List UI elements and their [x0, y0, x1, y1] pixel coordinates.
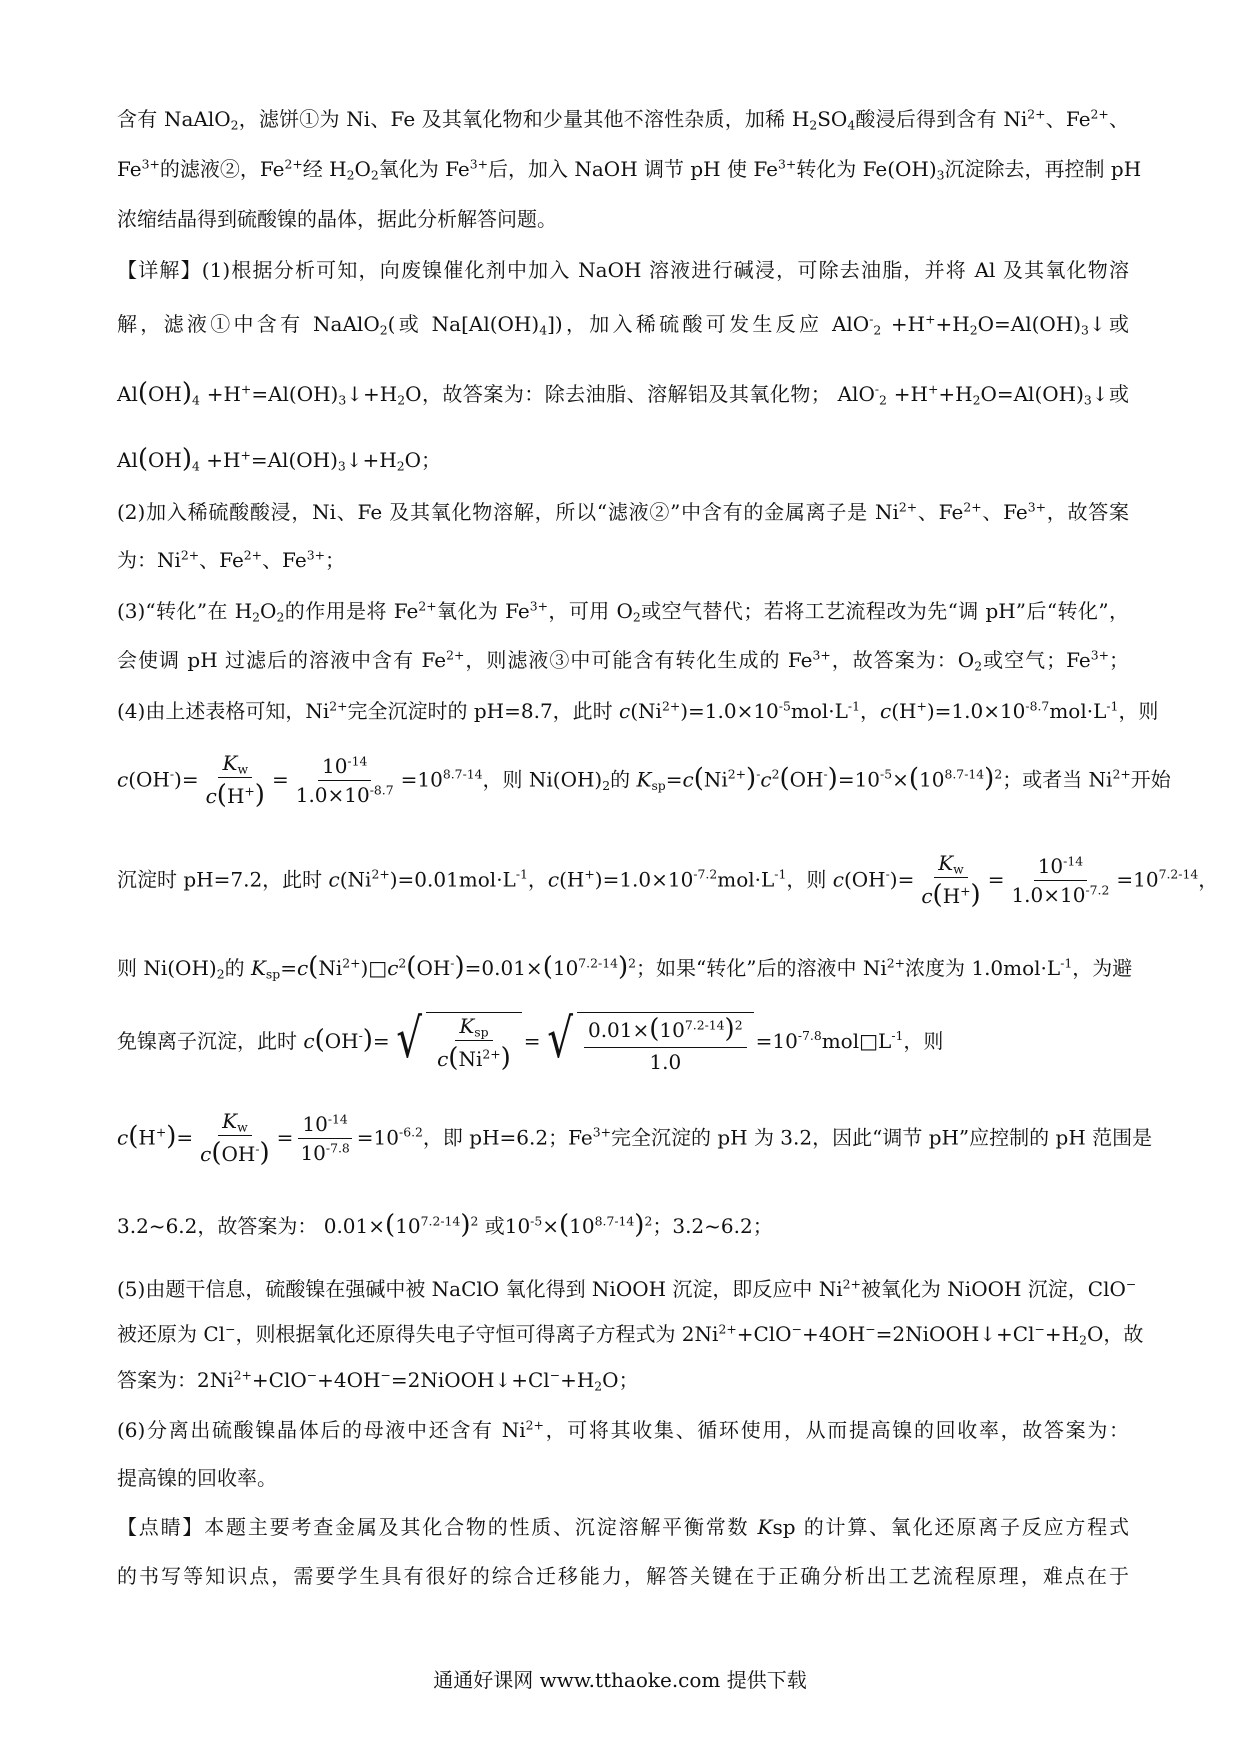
fraction: $\frac{10^{-14}}{10^{-7.8}}$: [296, 1113, 353, 1164]
equation-line: c(H+)= $\frac{K_w}{c(OH^-)}$ = $\frac{10^{-14}}{10^{-7.8}}$ $=10^{-6.2}$，即 pH=6.2；$Fe^{3+}$完全沉淀的 pH 为 3.2，因此“调节 pH”应控制的 pH 范围是: [117, 1109, 1153, 1168]
radical: √ $\frac{0.01\times(10^{7.2-14})^2}{1.0}$: [543, 1012, 754, 1073]
equation-line: 沉淀时 pH=7.2，此时 $c(Ni^{2+})=0.01mol\cdot L^{-1}$，$c(H^+)=1.0\times 10^{-7.2}mol\cdot L^{-1}$，则 c(OH-)= $\frac{K_w}{c(H^+)}$ = $\frac{10^{-14}}{1.0\times 10^{-7.2}}$ $=10^{7.2-14}$，: [117, 851, 1219, 910]
text-line: 答案为：$2Ni^{2+}+ClO^-+4OH^-=2NiOOH↓+Cl^-+H_2O$；: [117, 1367, 639, 1394]
text-line: (3)“转化”在 $H_2O_2$的作用是将 $Fe^{2+}$氧化为 $Fe^{3+}$，可用 $O_2$或空气替代；若将工艺流程改为先“调 pH”后“转化”，: [117, 598, 1129, 625]
text-line: 的书写等知识点，需要学生具有很好的综合迁移能力，解答关键在于正确分析出工艺流程原理，难点在于: [117, 1564, 1129, 1588]
equation-line: c(OH-)= $\frac{K_w}{c(H^+)}$ = $\frac{10^{-14}}{1.0\times 10^{-8.7}}$ $=10^{8.7-14}$，则 $Ni(OH)_2$的 $K_{sp}=c(Ni^{2+})^-c^2(OH^-)=10^{-5}\times(10^{8.7-14})^2$；或者当 $Ni^{2+}$开始: [117, 751, 1171, 810]
fraction: $\frac{K_w}{c(OH^-)}$: [200, 1109, 270, 1168]
text-line: (2)加入稀硫酸酸浸，Ni、Fe 及其氧化物溶解，所以“滤液②”中含有的金属离子是 $Ni^{2+}$、$Fe^{2+}$、$Fe^{3+}$，故答案: [117, 499, 1130, 524]
text-line: 被还原为 Cl−，则根据氧化还原得失电子守恒可得离子方程式为 $2Ni^{2+}+ClO^-+4OH^-=2NiOOH↓+Cl^-+H_2O$，故: [117, 1321, 1144, 1348]
equation-line: 免镍离子沉淀，此时 c(OH-)= √ $\frac{K_{sp}}{c(Ni^{2+})}$ = √ $\frac{0.01\times(10^{7.2-14})^2}{1.0}$ $=10^{-7.8}mol□L^{-1}$，则: [117, 1007, 944, 1074]
fraction: $\frac{10^{-14}}{1.0\times 10^{-7.2}}$: [1011, 853, 1110, 908]
text-line: $Al(OH)_4$ $+H^+=Al(OH)_3↓+H_2O$，故答案为：除去油脂、溶解铝及其氧化物； $AlO^-_2 +H^++H_2O=Al(OH)_3↓$或: [117, 378, 1130, 408]
equation-line: 则 $Ni(OH)_2$的 $K_{sp}=c(Ni^{2+})□c^2(OH^-)=0.01\times(10^{7.2-14})^2$；如果“转化”后的溶液中 $Ni^{2+}$浓度为 $1.0mol\cdot L^{-1}$，为避: [117, 952, 1133, 982]
text-line: (6)分离出硫酸镍晶体后的母液中还含有 $Ni^{2+}$，可将其收集、循环使用，从而提高镍的回收率，故答案为：: [117, 1417, 1129, 1442]
text-line: (4)由上述表格可知，$Ni^{2+}$完全沉淀时的 pH=8.7，此时 $c(Ni^{2+})=1.0\times 10^{-5}mol\cdot L^{-1}$，$c(H^+)=1.0\times 10^{-8.7}mol\cdot L^{-1}$，则: [117, 698, 1159, 723]
text-line: 为：$Ni^{2+}$、$Fe^{2+}$、$Fe^{3+}$；: [117, 547, 345, 572]
fraction: $\frac{10^{-14}}{1.0\times 10^{-8.7}}$: [295, 753, 394, 808]
fraction: $\frac{K_w}{c(H^+)}$: [921, 851, 981, 910]
radical: √ $\frac{K_{sp}}{c(Ni^{2+})}$: [392, 1012, 522, 1073]
text-line: $Al(OH)_4$ $+H^+=Al(OH)_3↓+H_2O$；: [117, 444, 442, 474]
text-line: (5)由题干信息，硫酸镍在强碱中被 NaClO 氧化得到 NiOOH 沉淀，即反应中 $Ni^{2+}$被氧化为 NiOOH 沉淀，ClO−: [117, 1276, 1137, 1301]
text-line: 提高镍的回收率。: [117, 1466, 277, 1490]
equation-line: 3.2~6.2，故答案为： $0.01\times(10^{7.2-14})^2$ 或$10^{-5}\times(10^{8.7-14})^2$；3.2~6.2；: [117, 1210, 773, 1240]
text-line: 【点睛】本题主要考查金属及其化合物的性质、沉淀溶解平衡常数 Ksp 的计算、氧化还原离子反应方程式: [117, 1515, 1129, 1539]
text-line: 浓缩结晶得到硫酸镍的晶体，据此分析解答问题。: [117, 207, 557, 231]
page-footer: 通通好课网 www.tthaoke.com 提供下载: [433, 1668, 807, 1692]
text-line: 含有 NaAlO$_2$，滤饼①为 Ni、Fe 及其氧化物和少量其他不溶性杂质，加稀 $H_2SO_4$酸浸后得到含有 $Ni^{2+}$、$Fe^{2+}$、: [117, 106, 1130, 133]
text-line: 【详解】(1)根据分析可知，向废镍催化剂中加入 NaOH 溶液进行碱浸，可除去油脂，并将 Al 及其氧化物溶: [117, 258, 1129, 282]
text-line: $Fe^{3+}$的滤液②，$Fe^{2+}$经 $H_2O_2$氧化为 $Fe^{3+}$后，加入 NaOH 调节 pH 使 $Fe^{3+}$转化为 $Fe(OH)_3$沉淀除去，再控制 pH: [117, 156, 1142, 183]
fraction: $\frac{K_w}{c(H^+)}$: [205, 751, 265, 810]
text-line: 会使调 pH 过滤后的溶液中含有 $Fe^{2+}$，则滤液③中可能含有转化生成的 $Fe^{3+}$，故答案为：$O_2$或空气；$Fe^{3+}$；: [117, 647, 1129, 674]
text-line: 解，滤液①中含有 NaAlO$_2$(或 $Na[Al(OH)_4]$)，加入稀硫酸可发生反应 $AlO^-_2 +H^++H_2O=Al(OH)_3↓$或: [117, 311, 1129, 338]
